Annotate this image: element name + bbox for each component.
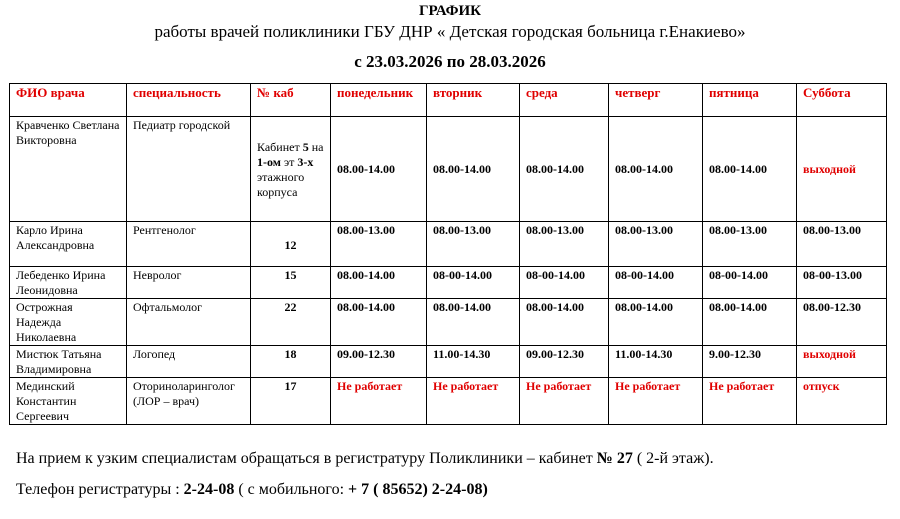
schedule-cell-monday: 08.00-13.00: [331, 222, 427, 267]
schedule-cell-tuesday: 08.00-14.00: [427, 117, 520, 222]
mobile-phone-number: + 7 ( 85652) 2-24-08): [348, 481, 488, 498]
schedule-cell-wednesday: Не работает: [520, 378, 609, 425]
cabinet-cell: [251, 117, 331, 222]
schedule-cell-friday: 08-00-14.00: [703, 267, 797, 299]
column-header: четверг: [609, 84, 703, 117]
cabinet-number: 5: [302, 139, 309, 154]
schedule-cell-thursday: 11.00-14.30: [609, 346, 703, 378]
cabinet-building: 3-х: [297, 154, 314, 169]
schedule-cell-saturday: 08.00-12.30: [797, 299, 887, 346]
doctor-specialty: Офтальмолог: [127, 299, 251, 346]
page-title: ГРАФИК: [418, 3, 482, 19]
table-row: [10, 222, 887, 267]
table-row: [10, 378, 887, 425]
footer-cabinet-number: № 27: [596, 450, 633, 467]
footer-note-registry: [16, 450, 714, 468]
schedule-cell-wednesday: 08.00-14.00: [520, 117, 609, 222]
doctor-name: Мединский Константин Сергеевич: [10, 378, 127, 425]
schedule-cell-monday: Не работает: [331, 378, 427, 425]
doctor-specialty: Педиатр городской: [127, 117, 251, 222]
cabinet-text: этажного корпуса: [257, 169, 305, 199]
schedule-cell-saturday: 08.00-13.00: [797, 222, 887, 267]
schedule-period: с 23.03.2026 по 28.03.2026: [354, 52, 546, 71]
schedule-cell-thursday: 08.00-14.00: [609, 299, 703, 346]
doctor-specialty: Невролог: [127, 267, 251, 299]
doctor-specialty: Рентгенолог: [127, 222, 251, 267]
schedule-cell-wednesday: 09.00-12.30: [520, 346, 609, 378]
schedule-cell-saturday: 08-00-13.00: [797, 267, 887, 299]
doctor-specialty: Логопед: [127, 346, 251, 378]
schedule-cell-friday: Не работает: [703, 378, 797, 425]
cabinet-cell: 15: [251, 267, 331, 299]
footer-phone: [16, 481, 488, 499]
cabinet-cell: 18: [251, 346, 331, 378]
column-header: ФИО врача: [10, 84, 127, 117]
schedule-cell-wednesday: 08.00-14.00: [520, 299, 609, 346]
schedule-cell-monday: 09.00-12.30: [331, 346, 427, 378]
footer-text: ( с мобильного:: [234, 481, 349, 498]
schedule-cell-saturday: выходной: [797, 346, 887, 378]
schedule-cell-tuesday: Не работает: [427, 378, 520, 425]
page-subtitle: работы врачей поликлиники ГБУ ДНР « Детская городская больница г.Енакиево»: [154, 22, 746, 41]
schedule-cell-thursday: 08.00-13.00: [609, 222, 703, 267]
schedule-cell-thursday: 08-00-14.00: [609, 267, 703, 299]
table-row: [10, 267, 887, 299]
cabinet-cell: 17: [251, 378, 331, 425]
schedule-cell-monday: 08.00-14.00: [331, 267, 427, 299]
column-header: среда: [520, 84, 609, 117]
schedule-cell-monday: 08.00-14.00: [331, 299, 427, 346]
table-row: [10, 117, 887, 222]
doctor-name: Острожная Надежда Николаевна: [10, 299, 127, 346]
schedule-cell-tuesday: 11.00-14.30: [427, 346, 520, 378]
doctor-name: Карло Ирина Александровна: [10, 222, 127, 267]
footer-text: На прием к узким специалистам обращаться в регистратуру Поликлиники – кабинет: [16, 450, 597, 467]
schedule-cell-thursday: 08.00-14.00: [609, 117, 703, 222]
doctor-name: Кравченко Светлана Викторовна: [10, 117, 127, 222]
column-header: Суббота: [797, 84, 887, 117]
schedule-cell-thursday: Не работает: [609, 378, 703, 425]
schedule-cell-wednesday: 08.00-13.00: [520, 222, 609, 267]
schedule-cell-saturday: отпуск: [797, 378, 887, 425]
column-header: понедельник: [331, 84, 427, 117]
column-header: № каб: [251, 84, 331, 117]
schedule-cell-saturday: выходной: [797, 117, 887, 222]
schedule-cell-tuesday: 08.00-13.00: [427, 222, 520, 267]
cabinet-cell: 22: [251, 299, 331, 346]
column-header: пятница: [703, 84, 797, 117]
cabinet-text: Кабинет: [257, 139, 303, 154]
column-header: специальность: [127, 84, 251, 117]
table-header-row: [10, 84, 887, 117]
schedule-cell-wednesday: 08-00-14.00: [520, 267, 609, 299]
schedule-cell-friday: 08.00-13.00: [703, 222, 797, 267]
footer-text: Телефон регистратуры :: [16, 481, 184, 498]
cabinet-floor: 1-ом: [257, 154, 281, 169]
schedule-cell-friday: 9.00-12.30: [703, 346, 797, 378]
doctor-name: Лебеденко Ирина Леонидовна: [10, 267, 127, 299]
schedule-cell-friday: 08.00-14.00: [703, 117, 797, 222]
cabinet-text: эт: [280, 154, 298, 169]
schedule-table: [9, 83, 887, 425]
column-header: вторник: [427, 84, 520, 117]
cabinet-cell: 12: [251, 222, 331, 267]
schedule-cell-tuesday: 08.00-14.00: [427, 299, 520, 346]
doctor-name: Мистюк Татьяна Владимировна: [10, 346, 127, 378]
phone-number: 2-24-08: [183, 481, 235, 498]
doctor-specialty: Оториноларинголог (ЛОР – врач): [127, 378, 251, 425]
schedule-cell-friday: 08.00-14.00: [703, 299, 797, 346]
footer-text: ( 2-й этаж).: [632, 450, 714, 467]
table-row: [10, 346, 887, 378]
schedule-cell-monday: 08.00-14.00: [331, 117, 427, 222]
table-row: [10, 299, 887, 346]
schedule-cell-tuesday: 08-00-14.00: [427, 267, 520, 299]
cabinet-text: на: [308, 139, 324, 154]
